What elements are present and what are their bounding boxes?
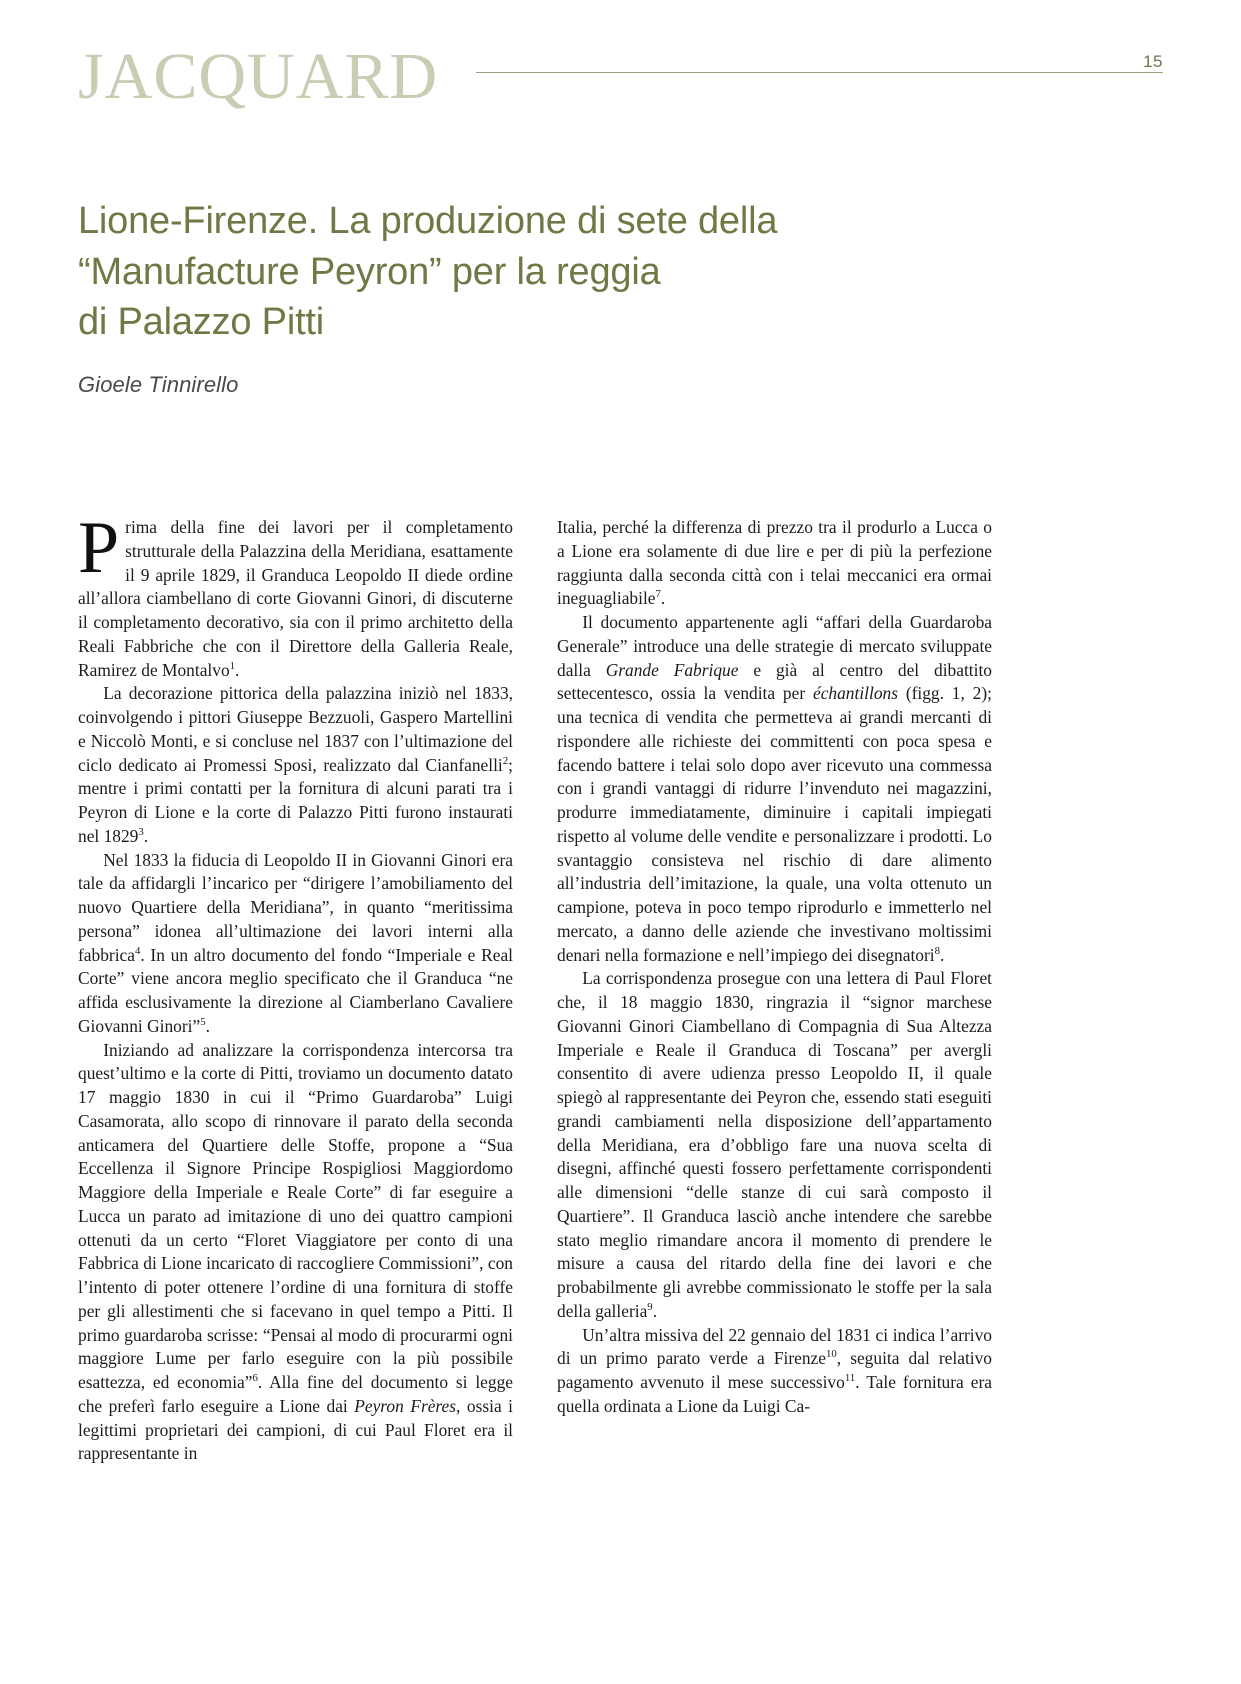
body-paragraph [78,682,513,848]
paragraph-text: Nel 1833 la fiducia di Leopoldo II in Giovanni Ginori era tale da affidargli l’incarico per “dirigere l’amobiliamento del nuovo Quartiere della Meridiana”, in quanto “meritissima persona” idonea all’ultimazione dei lavori interni alla fabbrica$^4$. In un altro documento del fondo “Imperiale e Real Corte” viene ancora meglio specificato che il Granduca “ne affida esclusivamente la direzione al Ciamberlano Cavaliere Giovanni Ginori”$^5$. [78,849,513,1036]
body-paragraph [557,1324,992,1419]
column-right [557,516,992,1626]
paragraph-text: Il documento appartenente agli “affari della Guardaroba Generale” introduce una delle strategie di mercato sviluppate dalla Grande Fabrique e già al centro del dibattito settecentesco, ossia la vendita per échantillons (figg. 1, 2); una tecnica di vendita che permetteva ai grandi mercanti di rispondere alle richieste dei committenti con poca spesa e facendo battere i telai solo dopo aver ricevuto una commessa con i grandi vantaggi di ridurre l’invenduto nei magazzini, produrre immediatamente, diminuire i capitali impiegati rispetto al volume delle vendite e personalizzare i prodotti. Lo svantaggio consisteva nel rischio di dare alimento all’industria dell’imitazione, la quale, una volta ottenuto un campione, poteva in poco tempo riprodurlo e immetterlo nel mercato, a danno delle aziende che investivano moltissimi denari nella formazione e nell’impiego dei disegnatori$^8$. [557,612,992,965]
page-title [78,196,978,348]
author-name: Gioele Tinnirello [78,371,239,397]
body-paragraph [78,1039,513,1467]
body-paragraph [78,849,513,1039]
body-paragraph [557,516,992,611]
paragraph-text: Un’altra missiva del 22 gennaio del 1831 ci indica l’arrivo di un primo parato verde a Firenze$^{10}$, seguita dal relativo pagamento avvenuto il mese successivo$^{11}$. Tale fornitura era quella ordinata a Lione da Luigi Ca- [557,1324,993,1416]
column-left [78,507,514,1626]
page-number: 15 [1143,52,1163,71]
body-paragraph [557,611,992,967]
title-line-3: di Palazzo Pitti [78,301,325,344]
body-paragraph [78,507,513,682]
paragraph-text: Italia, perché la differenza di prezzo tra il produrlo a Lucca o a Lione era solamente di due lire e per di più la perfezione raggiunta dalla seconda città con i telai meccanici era ormai ineguagliabile$^7$. [557,517,992,609]
title-line-2: “Manufacture Peyron” per la reggia [78,250,661,293]
title-block [78,196,978,398]
title-line-1: Lione-Firenze. La produzione di sete della [78,200,778,242]
paragraph-text: rima della fine dei lavori per il completamento strutturale della Palazzina della Meridiana, esattamente il 9 aprile 1829, il Granduca Leopoldo II diede ordine all’allora ciambellano di corte Giovanni Ginori, di discuterne il completamento decorativo, sia con il primo architetto della Reali Fabbriche che con il Direttore della Galleria Reale, Ramirez de Montalvo$^1$. [78,517,513,680]
journal-title: JACQUARD [78,40,439,113]
paragraph-text: Iniziando ad analizzare la corrispondenza intercorsa tra quest’ultimo e la corte di Pitti, troviamo un documento datato 17 maggio 1830 in cui il “Primo Guardaroba” Luigi Casamorata, allo scopo di rinnovare il parato della seconda anticamera del Quartiere delle Stoffe, propone a “Sua Eccellenza il Signore Principe Rospigliosi Maggiordomo Maggiore della Imperiale e Reale Corte” di far eseguire a Lucca un parato ad imitazione di uno dei quattro campioni ottenuti da un certo “Floret Viaggiatore per conto di una Fabbrica di Lione incaricato di raccogliere Commissioni”, con l’intento di poter ottenere l’ordine di una fornitura di stoffe per gli allestimenti che si facevano in quel tempo a Pitti. Il primo guardaroba scrisse: “Pensai al modo di procurarmi ogni maggiore Lume per farlo eseguire con la più possibile esattezza, ed economia”$^6$. Alla fine del documento si legge che preferì farlo eseguire a Lione dai Peyron Frères, ossia i legittimi proprietari dei campioni, di cui Paul Floret era il rappresentante in [78,1039,514,1464]
masthead [78,40,1163,122]
paragraph-text: La corrispondenza prosegue con una lettera di Paul Floret che, il 18 maggio 1830, ringrazia il “signor marchese Giovanni Ginori Ciambellano di Compagnia di Sua Altezza Imperiale e Reale il Granduca di Toscana” per avergli consentito di avere udienza presso Leopoldo II, il quale spiegò al rappresentante dei Peyron che, essendo stati eseguiti grandi cambiamenti nella disposizione dell’appartamento della Meridiana, era d’obbligo fare una nuova scelta di disegni, affinché questi fossero perfettamente corrispondenti alle dimensioni “delle stanze di cui sarà composto il Quartiere”. Il Granduca lasciò anche intendere che sarebbe stato meglio rimandare ancora il momento di prendere le misure a causa del ritardo della fine dei lavori e che probabilmente gli avrebbe commissionato le stoffe per la sala della galleria$^9$. [557,968,992,1321]
paragraph-text: La decorazione pittorica della palazzina iniziò nel 1833, coinvolgendo i pittori Giuseppe Bezzuoli, Gaspero Martellini e Niccolò Monti, e si concluse nel 1837 con l’ultimazione del ciclo dedicato ai Promessi Sposi, realizzato dal Cianfanelli$^2$; mentre i primi contatti per la fornitura di alcuni parati tra i Peyron di Lione e la corte di Palazzo Pitti furono instaurati nel 1829$^3$. [78,683,513,846]
body-columns [78,507,1163,1626]
drop-cap: P [78,507,120,589]
masthead-rule [476,72,1163,73]
body-paragraph [557,967,992,1323]
